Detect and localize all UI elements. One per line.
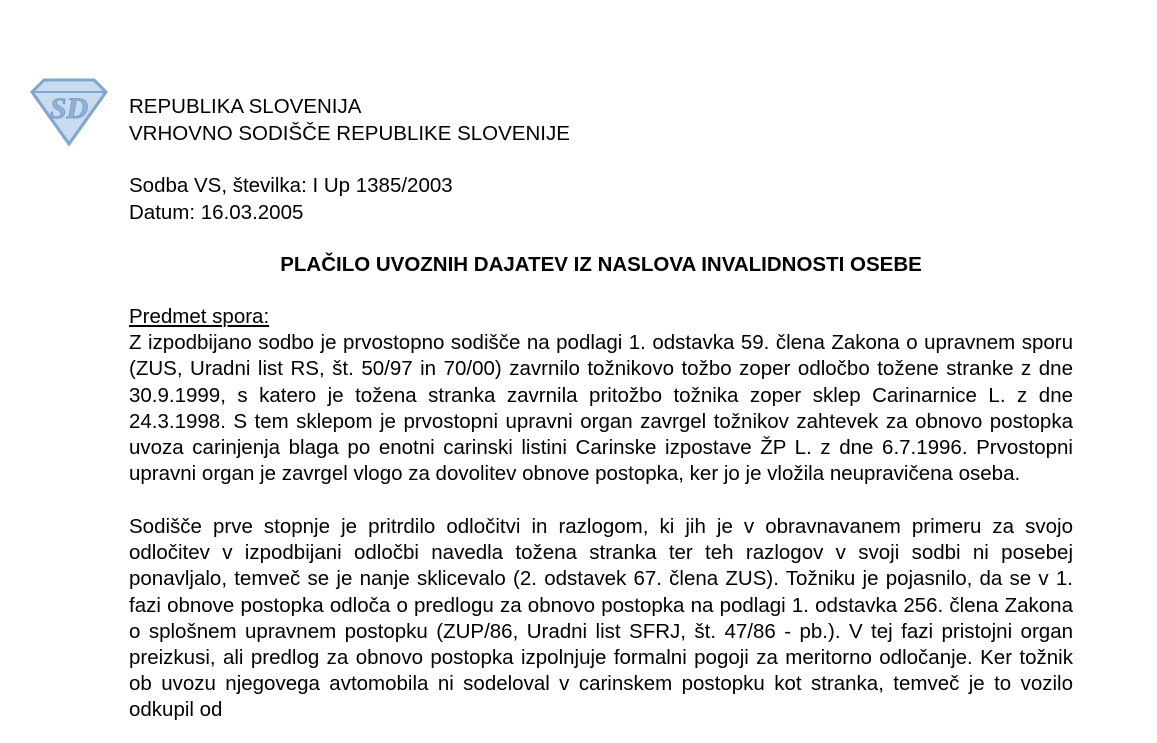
court-header — [129, 94, 570, 147]
paragraph-2: Sodišče prve stopnje je pritrdilo odločitvi in razlogom, ki jih je v obravnavanem primeru za svojo odločitev v izpodbijani odločbi navedla tožena stranka ter teh razlogov v svoji sodbi ni posebej ponavljalo, temveč se je nanje sklicevalo (2. odstavek 67. člena ZUS). Tožniku je pojasnilo, da se v 1. fazi obnove postopka odloča o predlogu za obnovo postopka na podlagi 1. odstavka 256. člena Zakona o splošnem upravnem postopku (ZUP/86, Uradni list SFRJ, št. 47/86 - pb.). V tej fazi pristojni organ preizkusi, ali predlog za obnovo postopka izpolnjuje formalni pogoji za meritorno odločanje. Ker tožnik ob uvozu njegovega avtomobila ni sodeloval v carinskem postopku kot stranka, temveč je to vozilo odkupil od — [129, 514, 1073, 722]
section-label: Predmet spora: — [129, 305, 270, 328]
case-number: Sodba VS, številka: I Up 1385/2003 — [129, 174, 453, 197]
document-title: PLAČILO UVOZNIH DAJATEV IZ NASLOVA INVALIDNOSTI OSEBE — [280, 253, 922, 276]
document-body — [129, 304, 1073, 724]
case-date: Datum: 16.03.2005 — [129, 200, 304, 224]
emblem-letters: SD — [49, 92, 89, 125]
court-emblem-icon — [26, 74, 112, 150]
header-court-name: VRHOVNO SODIŠČE REPUBLIKE SLOVENIJE — [129, 121, 570, 145]
paragraph-1: Z izpodbijano sodbo je prvostopno sodišče na podlagi 1. odstavka 59. člena Zakona o upravnem sporu (ZUS, Uradni list RS, št. 50/97 in 70/00) zavrnilo tožnikovo tožbo zoper odločbo tožene stranke z dne 30.9.1999, s katero je tožena stranka zavrnila pritožbo tožnika zoper sklep Carinarnice L. z dne 24.3.1998. S tem sklepom je prvostopni upravni organ zavrgel tožnikov zahtevek za obnovo postopka uvoza carinjenja blaga po enotni carinski listini Carinske izpostave ŽP L. z dne 6.7.1996. Prvostopni upravni organ je zavrgel vlogo za dovolitev obnove postopka, ker jo je vložila neupravičena oseba. — [129, 331, 1073, 486]
case-meta — [129, 173, 453, 226]
header-republic: REPUBLIKA SLOVENIJA — [129, 95, 362, 118]
